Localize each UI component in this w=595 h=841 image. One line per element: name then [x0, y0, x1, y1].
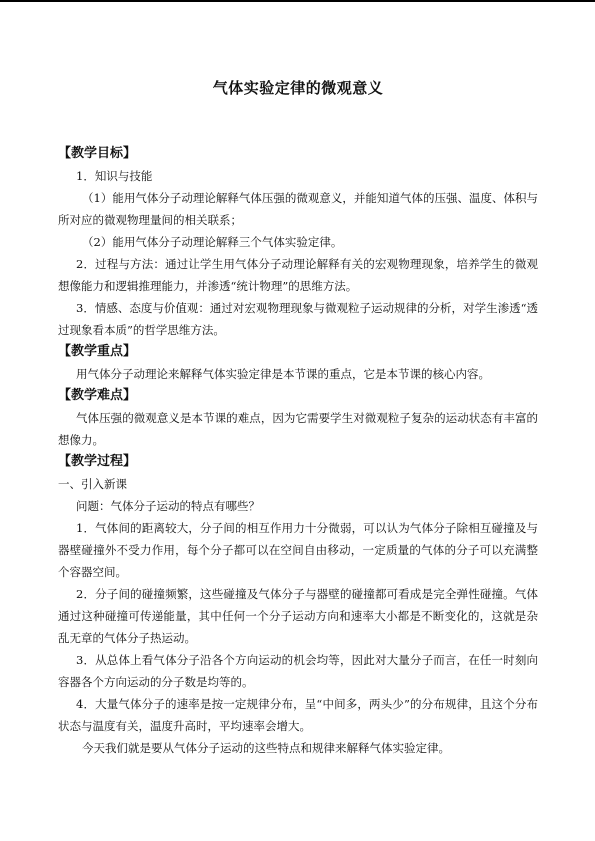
section-heading-goals: 【教学目标】 [58, 146, 137, 161]
document-title: 气体实验定律的微观意义 [212, 79, 384, 97]
paragraph-process-7: 今天我们就是要从气体分子运动的这些特点和规律来解释气体实验定律。 [82, 741, 450, 755]
paragraph-goals-1: 1．知识与技能 [76, 169, 153, 183]
section-heading-process: 【教学过程】 [58, 454, 137, 469]
paragraph-goals-5: 3．情感、态度与价值观：通过对宏观物理现象与微观粒子运动规律的分析，对学生渗透“透过现象看本质”的哲学思维方法。 [58, 301, 538, 337]
paragraph-process-6: 4．大量气体分子的速率是按一定规律分布，呈“中间多，两头少”的分布规律，且这个分布状态与温度有关，温度升高时，平均速率会增大。 [58, 697, 538, 733]
paragraph-goals-2: （1）能用气体分子动理论解释气体压强的微观意义，并能知道气体的压强、温度、体积与所对应的微观物理量间的相关联系； [58, 191, 538, 227]
document-body [58, 143, 538, 759]
section-heading-difficulties: 【教学难点】 [58, 388, 137, 403]
paragraph-process-5: 3．从总体上看气体分子沿各个方向运动的机会均等，因此对大量分子而言，在任一时刻向容器各个方向运动的分子数是均等的。 [58, 653, 538, 689]
paragraph-process-4: 2．分子间的碰撞频繁，这些碰撞及气体分子与器壁的碰撞都可看成是完全弹性碰撞。气体通过这种碰撞可传递能量，其中任何一个分子运动方向和速率大小都是不断变化的，这就是杂乱无章的气体分子热运动。 [58, 587, 538, 645]
paragraph-goals-4: 2．过程与方法：通过让学生用气体分子动理论解释有关的宏观物理现象，培养学生的微观想像能力和逻辑推理能力，并渗透“统计物理”的思维方法。 [58, 257, 538, 293]
top-border-line [0, 0, 595, 2]
paragraph-process-1: 一、引入新课 [58, 477, 127, 491]
paragraph-goals-3: （2）能用气体分子动理论解释三个气体实验定律。 [82, 235, 343, 249]
paragraph-difficulties-1: 气体压强的微观意义是本节课的难点，因为它需要学生对微观粒子复杂的运动状态有丰富的想像力。 [58, 411, 538, 447]
section-heading-keypoints: 【教学重点】 [58, 344, 137, 359]
paragraph-process-2: 问题：气体分子运动的特点有哪些？ [76, 499, 260, 513]
paragraph-keypoints-1: 用气体分子动理论来解释气体实验定律是本节课的重点，它是本节课的核心内容。 [76, 367, 490, 381]
paragraph-process-3: 1．气体间的距离较大，分子间的相互作用力十分微弱，可以认为气体分子除相互碰撞及与器壁碰撞外不受力作用，每个分子都可以在空间自由移动，一定质量的气体的分子可以充满整个容器空间。 [58, 521, 538, 579]
